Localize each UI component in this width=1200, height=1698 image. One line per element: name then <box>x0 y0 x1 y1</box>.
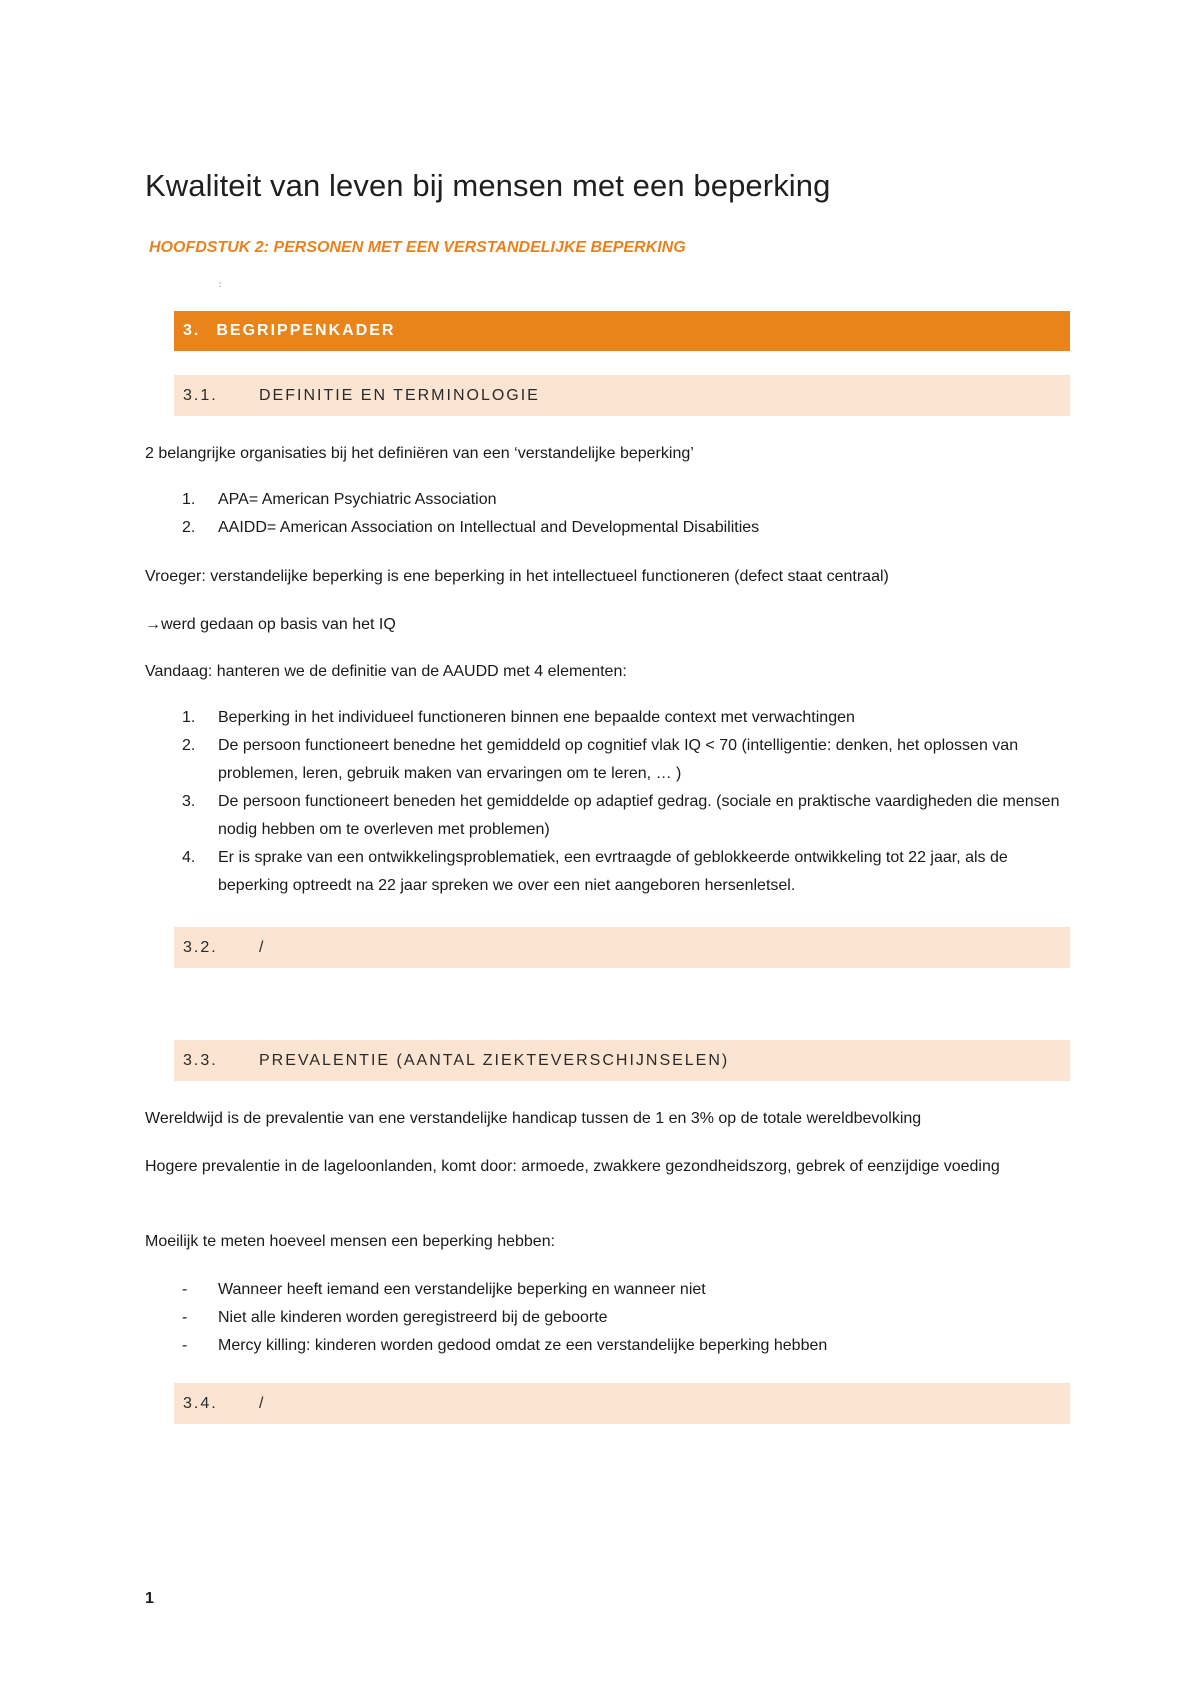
arrow-right-icon: → <box>145 616 161 633</box>
measurement-paragraph: Moeilijk te meten hoeveel mensen een beperking hebben: <box>145 1233 556 1250</box>
measurement-bullets <box>145 1276 1075 1360</box>
chapter-heading: HOOFDSTUK 2: PERSONEN MET EEN VERSTANDELIJKE BEPERKING <box>149 239 686 256</box>
subsection-heading-3-4 <box>174 1383 1070 1424</box>
list-item-text: Mercy killing: kinderen worden gedood omdat ze een verstandelijke beperking hebben <box>218 1337 828 1354</box>
list-item <box>145 1304 1075 1332</box>
vroeger-paragraph: Vroeger: verstandelijke beperking is ene beperking in het intellectueel functioneren (defect staat centraal) <box>145 568 889 585</box>
subsection-heading-3-2 <box>174 927 1070 968</box>
stray-mark: : <box>219 280 222 289</box>
vandaag-paragraph: Vandaag: hanteren we de definitie van de AAUDD met 4 elementen: <box>145 663 627 680</box>
list-marker: 4. <box>182 849 196 866</box>
list-item-text: De persoon functioneert benedne het gemiddeld op cognitief vlak IQ < 70 (intelligentie: denken, het oplossen van problemen, leren, gebruik maken van ervaringen om te leren, … ) <box>218 737 1019 782</box>
list-item-text: De persoon functioneert beneden het gemiddelde op adaptief gedrag. (sociale en praktische vaardigheden die mensen nodig hebben om te overleven met problemen) <box>218 793 1060 838</box>
subsection-heading-3-1 <box>174 375 1070 416</box>
list-item <box>145 704 1075 732</box>
subsection-title: / <box>259 1394 266 1412</box>
low-income-paragraph: Hogere prevalentie in de lageloonlanden, komt door: armoede, zwakkere gezondheidszorg, gebrek of eenzijdige voeding <box>145 1158 1000 1175</box>
list-marker: 1. <box>182 491 196 508</box>
list-item <box>145 788 1075 844</box>
list-marker: 2. <box>182 737 196 754</box>
list-marker: 2. <box>182 519 196 536</box>
iq-text: werd gedaan op basis van het IQ <box>161 616 396 633</box>
iq-paragraph <box>145 611 1075 639</box>
subsection-title: / <box>259 938 266 956</box>
subsection-number: 3.1. <box>183 386 218 404</box>
list-item <box>145 514 1075 542</box>
list-item <box>145 732 1075 788</box>
subsection-title: PREVALENTIE (AANTAL ZIEKTEVERSCHIJNSELEN) <box>259 1051 730 1069</box>
section-title: BEGRIPPENKADER <box>216 322 396 339</box>
subsection-number: 3.3. <box>183 1051 218 1069</box>
list-item <box>145 486 1075 514</box>
list-item-text: AAIDD= American Association on Intellectual and Developmental Disabilities <box>218 519 760 536</box>
list-marker: - <box>182 1337 188 1354</box>
list-item-text: APA= American Psychiatric Association <box>218 491 497 508</box>
list-item <box>145 844 1075 900</box>
section-heading-3 <box>174 311 1070 351</box>
list-marker: - <box>182 1281 188 1298</box>
list-item-text: Wanneer heeft iemand een verstandelijke beperking en wanneer niet <box>218 1281 706 1298</box>
subsection-number: 3.2. <box>183 938 218 956</box>
subsection-number: 3.4. <box>183 1394 218 1412</box>
list-marker: 3. <box>182 793 196 810</box>
section-number: 3. <box>183 322 201 339</box>
list-item-text: Er is sprake van een ontwikkelingsproblematiek, een evrtraagde of geblokkeerde ontwikkeling tot 22 jaar, als de beperking optreedt na 22 jaar spreken we over een niet aangeboren hersenletsel. <box>218 849 1008 894</box>
list-marker: - <box>182 1309 188 1326</box>
list-item <box>145 1276 1075 1304</box>
subsection-title: DEFINITIE EN TERMINOLOGIE <box>259 386 540 404</box>
organisations-intro: 2 belangrijke organisaties bij het definiëren van een ‘verstandelijke beperking’ <box>145 445 694 462</box>
document-title: Kwaliteit van leven bij mensen met een beperking <box>145 168 831 203</box>
definition-elements-list <box>145 704 1075 900</box>
organisations-list <box>145 486 1075 542</box>
page-number: 1 <box>145 1590 154 1607</box>
subsection-heading-3-3 <box>174 1040 1070 1081</box>
list-item-text: Beperking in het individueel functioneren binnen ene bepaalde context met verwachtingen <box>218 709 855 726</box>
prevalence-paragraph: Wereldwijd is de prevalentie van ene verstandelijke handicap tussen de 1 en 3% op de totale wereldbevolking <box>145 1110 922 1127</box>
list-item <box>145 1332 1075 1360</box>
list-marker: 1. <box>182 709 196 726</box>
list-item-text: Niet alle kinderen worden geregistreerd bij de geboorte <box>218 1309 608 1326</box>
